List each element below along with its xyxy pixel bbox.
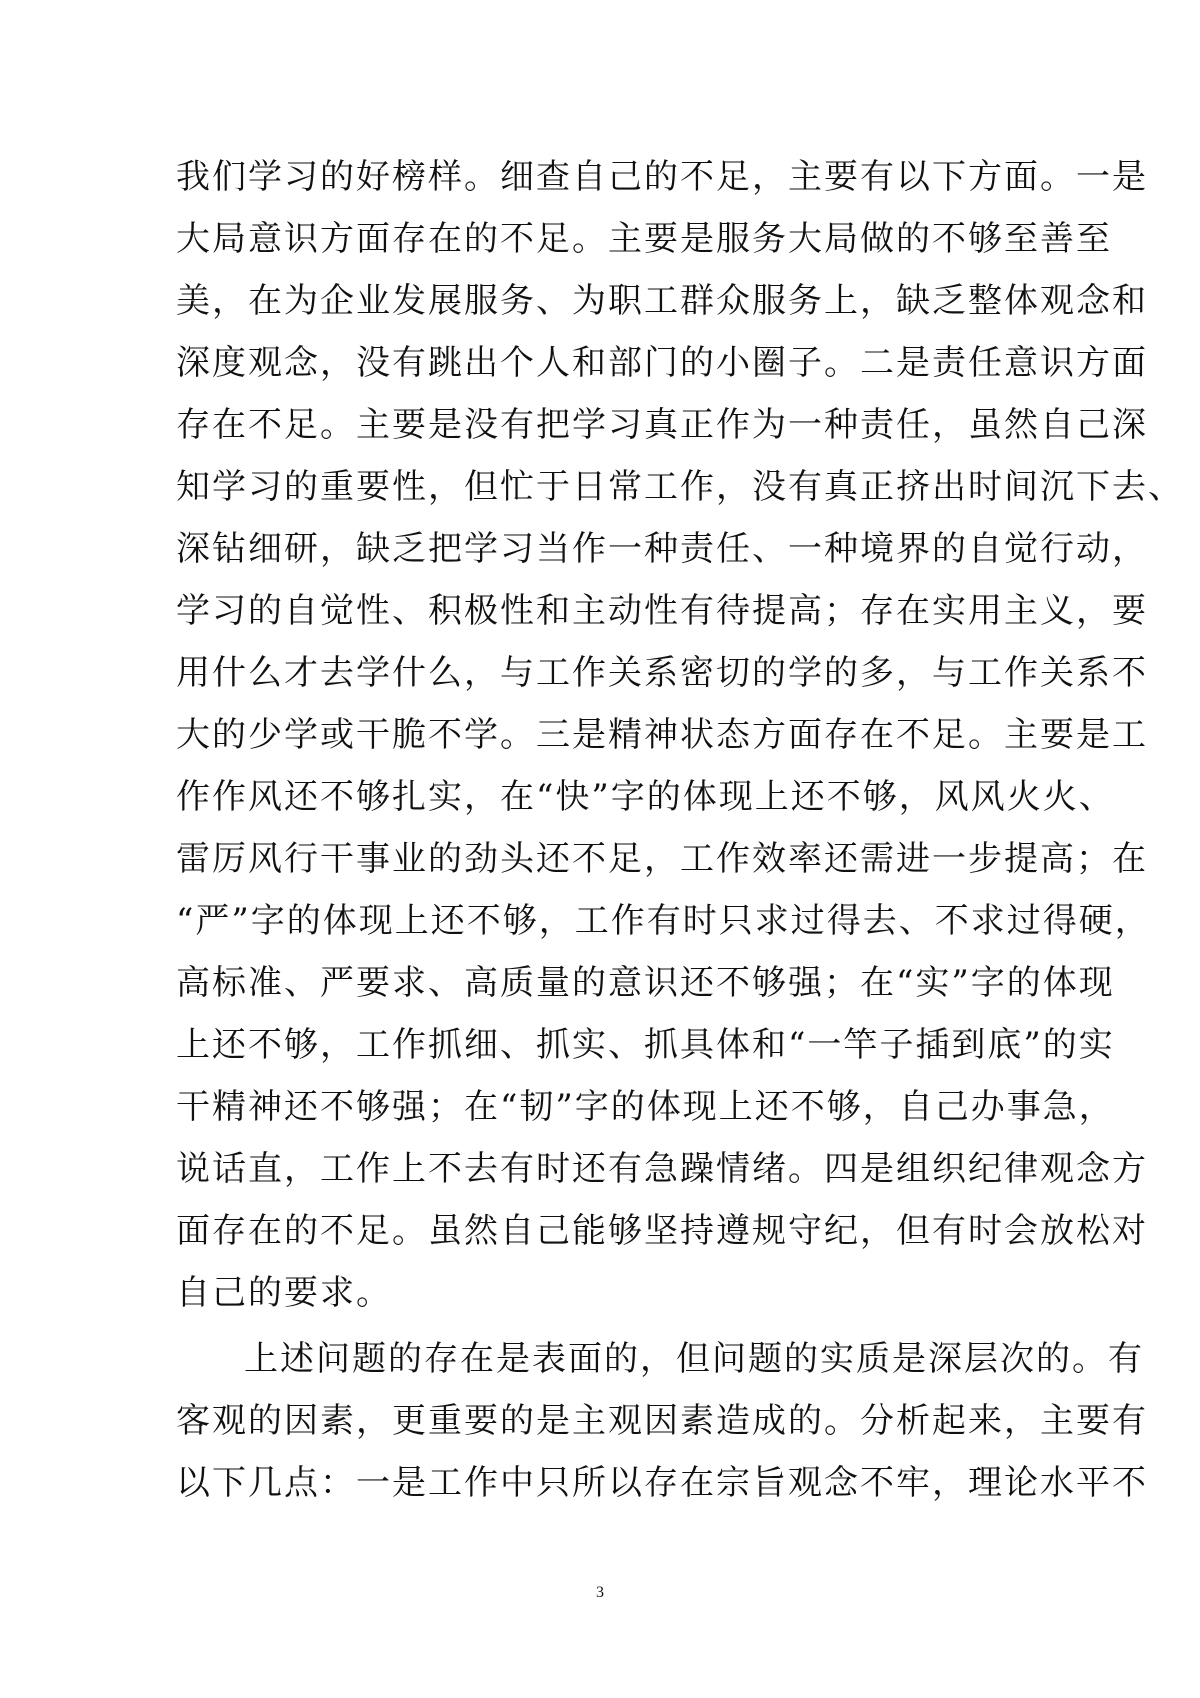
- text-line: 大局意识方面存在的不足。主要是服务大局做的不够至善至: [176, 219, 1112, 259]
- text-line: 深度观念，没有跳出个人和部门的小圈子。二是责任意识方面: [176, 343, 1148, 383]
- text-line: 高标准、严要求、高质量的意识还不够强；在“实”字的体现: [176, 963, 1115, 1003]
- text-line: 我们学习的好榜样。细查自己的不足，主要有以下方面。一是: [176, 157, 1148, 197]
- text-line: 自己的要求。: [176, 1273, 392, 1313]
- paragraph-2: [176, 1328, 1148, 1514]
- text-line: 用什么才去学什么，与工作关系密切的学的多，与工作关系不: [176, 653, 1148, 693]
- text-line: 客观的因素，更重要的是主观因素造成的。分析起来，主要有: [176, 1401, 1148, 1441]
- text-line: 作作风还不够扎实，在“快”字的体现上还不够，风风火火、: [176, 777, 1115, 817]
- text-line: 大的少学或干脆不学。三是精神状态方面存在不足。主要是工: [176, 715, 1148, 755]
- text-line: 以下几点：一是工作中只所以存在宗旨观念不牢，理论水平不: [176, 1463, 1148, 1503]
- paragraph-1: [176, 146, 1184, 1324]
- text-line: 学习的自觉性、积极性和主动性有待提高；存在实用主义，要: [176, 591, 1148, 631]
- text-line: 知学习的重要性，但忙于日常工作，没有真正挤出时间沉下去、: [176, 467, 1184, 507]
- text-line: 美，在为企业发展服务、为职工群众服务上，缺乏整体观念和: [176, 281, 1148, 321]
- text-line: 上述问题的存在是表面的，但问题的实质是深层次的。有: [244, 1339, 1144, 1379]
- text-line: 深钻细研，缺乏把学习当作一种责任、一种境界的自觉行动，: [176, 529, 1148, 569]
- text-line: 干精神还不够强；在“韧”字的体现上还不够，自己办事急，: [176, 1087, 1115, 1127]
- page-number: 3: [596, 1584, 604, 1601]
- text-line: 存在不足。主要是没有把学习真正作为一种责任，虽然自己深: [176, 405, 1148, 445]
- text-line: 雷厉风行干事业的劲头还不足，工作效率还需进一步提高；在: [176, 839, 1148, 879]
- text-line: 说话直，工作上不去有时还有急躁情绪。四是组织纪律观念方: [176, 1149, 1148, 1189]
- text-line: 上还不够，工作抓细、抓实、抓具体和“一竿子插到底”的实: [176, 1025, 1115, 1065]
- body-text: [176, 146, 1184, 1514]
- text-line: 面存在的不足。虽然自己能够坚持遵规守纪，但有时会放松对: [176, 1211, 1148, 1251]
- text-line: “严”字的体现上还不够，工作有时只求过得去、不求过得硬，: [176, 901, 1151, 941]
